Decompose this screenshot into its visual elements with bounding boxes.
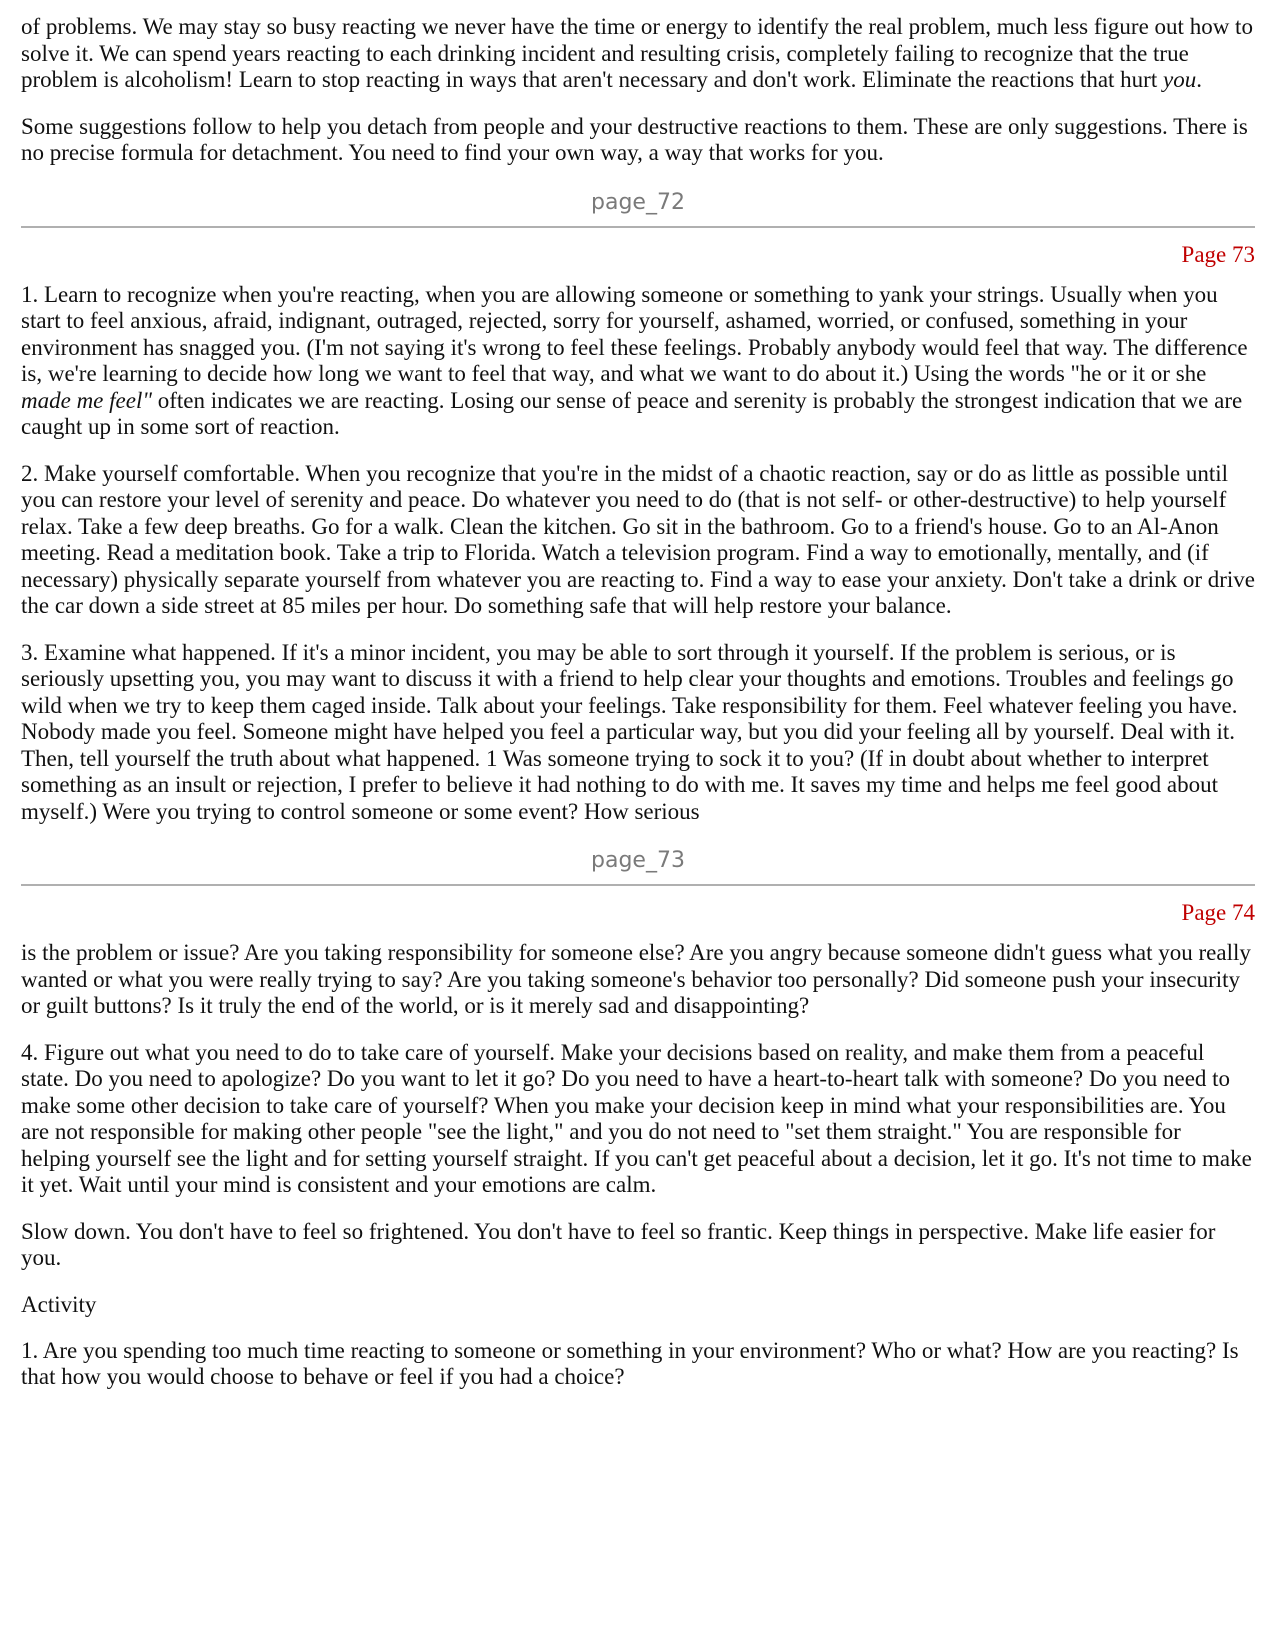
intro-paragraph-1-text: of problems. We may stay so busy reacting we never have the time or energy to identify the real problem, much less figure out how to solve it. We can spend years reacting to each drinking incident and resulting crisis, completely failing to recognize that the true problem is alcoholism! Learn to stop reacting in ways that aren't necessary and don't work. Eliminate the reactions that hurt (21, 14, 1253, 92)
page-divider-72 (21, 226, 1255, 228)
list-item-1-before: 1. Learn to recognize when you're reacting, when you are allowing someone or something to yank your strings. Usually when you start to feel anxious, afraid, indignant, outraged, rejected, sorry for yourself, ashamed, worried, or confused, something in your environment has snagged you. (I'm not saying it's wrong to feel these feelings. Probably anybody would feel that way. The difference is, we're learning to decide how long we want to feel that way, and what we want to do about it.) Using the words "he or it or she (21, 281, 1248, 386)
document-page (21, 14, 1255, 1411)
page-marker-73: page_73 (591, 848, 685, 873)
intro-paragraph-1 (21, 14, 1255, 94)
list-item-1-emphasis: made me feel" (21, 387, 152, 413)
page-header-74: Page 74 (1181, 900, 1255, 925)
page-header-73: Page 73 (1181, 241, 1255, 267)
list-item-1-after: often indicates we are reacting. Losing our sense of peace and serenity is probably the strongest indication that we are caught up in some sort of reaction. (21, 387, 1243, 439)
continuation-paragraph: is the problem or issue? Are you taking responsibility for someone else? Are you angry because someone didn't guess what you really wanted or what you were really trying to say? Are you taking someone's behavior too personally? Did someone push your insecurity or guilt buttons? Is it truly the end of the world, or is it merely sad and disappointing? (21, 940, 1251, 1018)
list-item-2: 2. Make yourself comfortable. When you recognize that you're in the midst of a chaotic reaction, say or do as little as possible until you can restore your level of serenity and peace. Do whatever you need to do (that is not self- or other-destructive) to help yourself relax. Take a few deep breaths. Go for a walk. Clean the kitchen. Go sit in the bathroom. Go to a friend's house. Go to an Al-Anon meeting. Read a meditation book. Take a trip to Florida. Watch a television program. Find a way to emotionally, mentally, and (if necessary) physically separate yourself from whatever you are reacting to. Find a way to ease your anxiety. Don't take a drink or drive the car down a side street at 85 miles per hour. Do something safe that will help restore your balance. (21, 460, 1255, 618)
intro-paragraph-1-tail: . (1196, 67, 1202, 92)
list-item-3: 3. Examine what happened. If it's a minor incident, you may be able to sort through it yourself. If the problem is serious, or is seriously upsetting you, you may want to discuss it with a friend to help clear your thoughts and emotions. Troubles and feelings go wild when we try to keep them caged inside. Talk about your feelings. Take responsibility for them. Feel whatever feeling you have. Nobody made you feel. Someone might have helped you feel a particular way, but you did your feeling all by yourself. Deal with it. Then, tell yourself the truth about what happened. 1 Was someone trying to sock it to you? (If in doubt about whether to interpret something as an insult or rejection, I prefer to believe it had nothing to do with me. It saves my time and helps me feel good about myself.) Were you trying to control someone or some event? How serious (21, 639, 1238, 824)
activity-heading: Activity (21, 1291, 97, 1317)
intro-paragraph-2: Some suggestions follow to help you detach from people and your destructive reactions to them. These are only suggestions. There is no precise formula for detachment. You need to find your own way, a way that works for you. (21, 113, 1248, 165)
page-marker-72: page_72 (591, 189, 685, 215)
list-item-1 (21, 282, 1255, 441)
activity-item-1: 1. Are you spending too much time reacting to someone or something in your environment? Who or what? How are you reacting? Is that how you would choose to behave or feel if you had a choice? (21, 1337, 1239, 1389)
intro-paragraph-1-emphasis: you (1162, 67, 1197, 92)
list-item-4: 4. Figure out what you need to do to take care of yourself. Make your decisions based on reality, and make them from a peaceful state. Do you need to apologize? Do you want to let it go? Do you need to have a heart-to-heart talk with someone? Do you need to make some other decision to take care of yourself? When you make your decision keep in mind what your responsibilities are. You are not responsible for making other people "see the light," and you do not need to "set them straight." You are responsible for helping yourself see the light and for setting yourself straight. If you can't get peaceful about a decision, let it go. It's not time to make it yet. Wait until your mind is consistent and your emotions are calm. (21, 1039, 1252, 1197)
page-divider-73 (21, 884, 1255, 886)
slow-down-paragraph: Slow down. You don't have to feel so frightened. You don't have to feel so frantic. Keep things in perspective. Make life easier for you. (21, 1218, 1216, 1270)
